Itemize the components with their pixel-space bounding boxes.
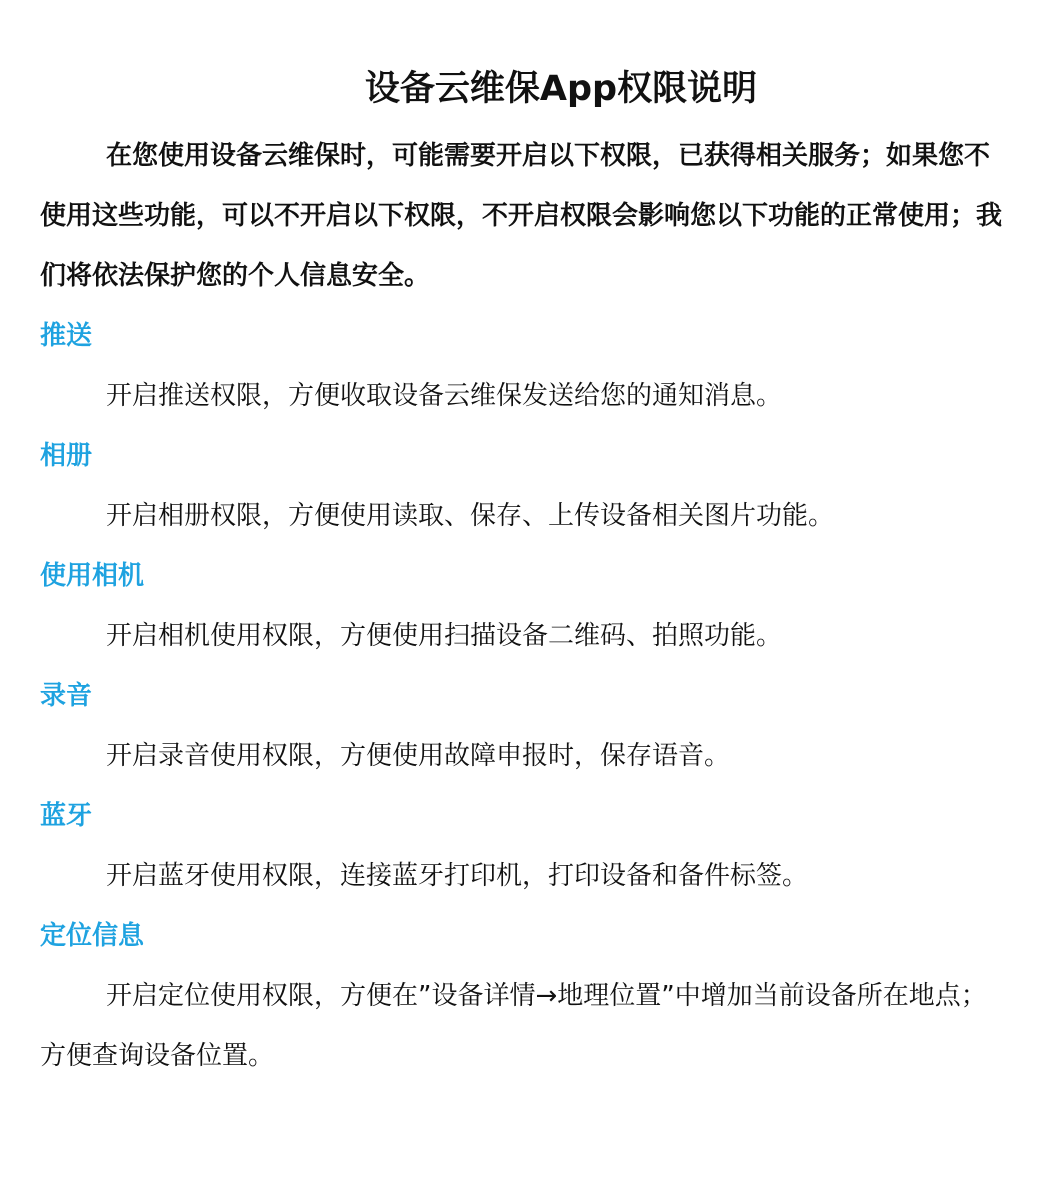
section-body-location: 开启定位使用权限，方便在”设备详情→地理位置”中增加当前设备所在地点；方便查询设备位置。 (40, 981, 987, 1071)
section-heading-location: 定位信息 (40, 921, 145, 951)
section-body-album: 开启相册权限，方便使用读取、保存、上传设备相关图片功能。 (106, 501, 835, 531)
section-body-recording: 开启录音使用权限，方便使用故障申报时，保存语音。 (106, 741, 731, 771)
section-body-bluetooth: 开启蓝牙使用权限，连接蓝牙打印机，打印设备和备件标签。 (106, 861, 809, 891)
page-title: 设备云维保App权限说明 (364, 69, 758, 109)
section-heading-album: 相册 (40, 441, 93, 471)
section-album (40, 426, 1010, 546)
section-recording (40, 666, 1010, 786)
section-camera (40, 546, 1010, 666)
section-body-camera: 开启相机使用权限，方便使用扫描设备二维码、拍照功能。 (106, 621, 783, 651)
intro-paragraph: 在您使用设备云维保时，可能需要开启以下权限，已获得相关服务；如果您不使用这些功能，可以不开启以下权限，不开启权限会影响您以下功能的正常使用；我们将依法保护您的个人信息安全。 (40, 141, 1003, 291)
section-heading-bluetooth: 蓝牙 (40, 801, 93, 831)
section-location (40, 906, 1010, 1086)
section-heading-recording: 录音 (40, 681, 93, 711)
section-heading-push: 推送 (40, 321, 93, 351)
section-body-push: 开启推送权限，方便收取设备云维保发送给您的通知消息。 (106, 381, 783, 411)
section-bluetooth (40, 786, 1010, 906)
section-heading-camera: 使用相机 (40, 561, 145, 591)
section-push (40, 306, 1010, 426)
